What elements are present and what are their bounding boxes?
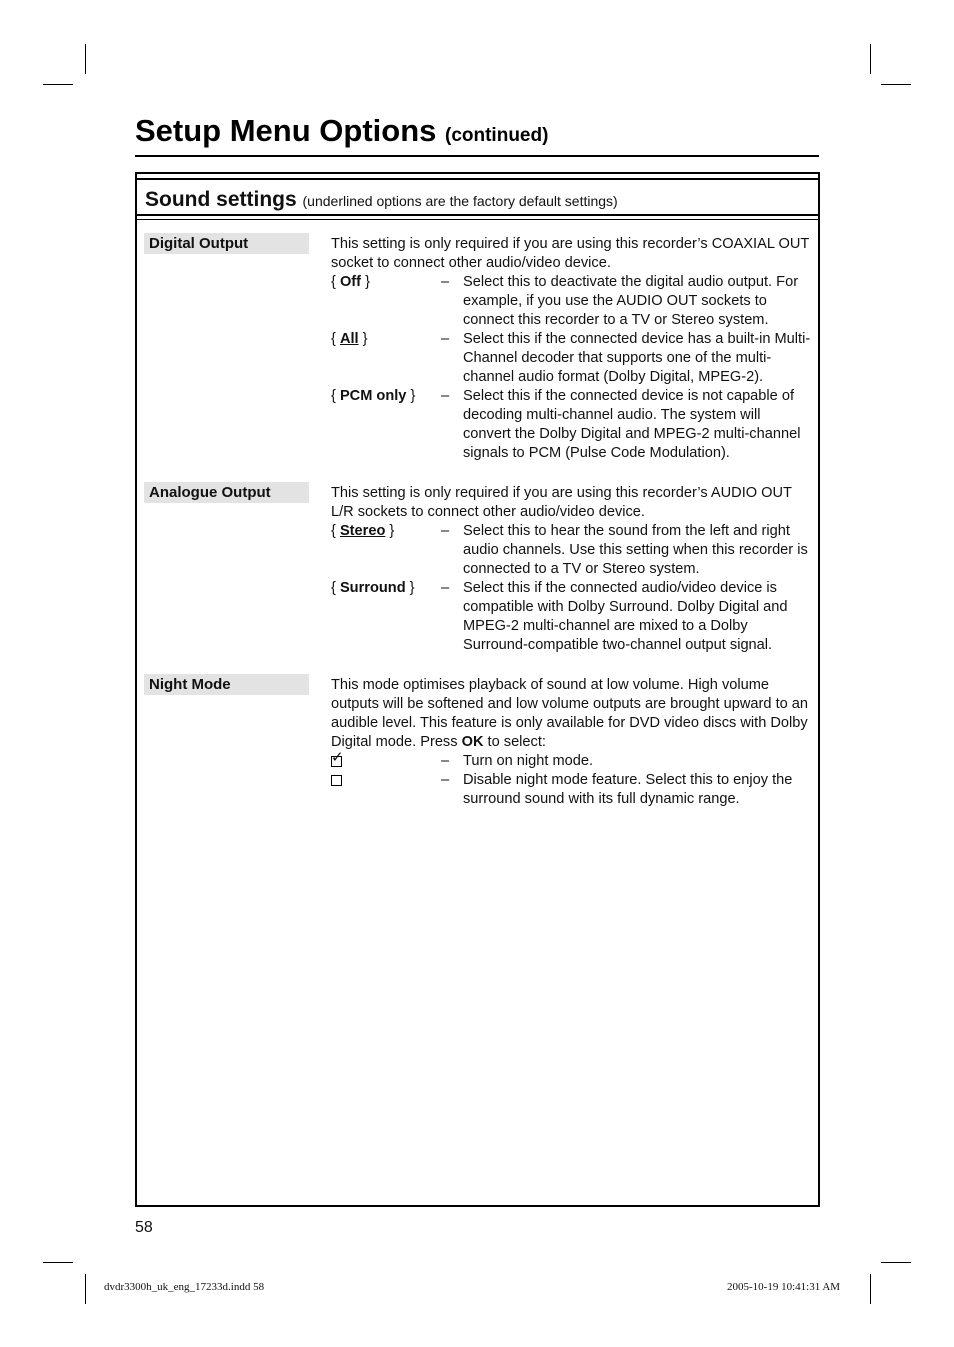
option-description: Select this if the connected device is not capable of decoding multi-channel audio. The system will convert the Dolby Digital and MPEG-2 multi-channel signals to PCM (Pulse Code Modulation). bbox=[463, 388, 801, 461]
option-all-default: All bbox=[339, 331, 359, 347]
setting-label-analogue-output: Analogue Output bbox=[144, 482, 309, 503]
ok-key: OK bbox=[461, 734, 484, 750]
option-icon-cell bbox=[331, 749, 441, 771]
option-name: { All } bbox=[331, 331, 368, 347]
option-stereo-default: Stereo bbox=[339, 523, 386, 539]
empty-box-icon bbox=[331, 775, 342, 786]
option-dash: – bbox=[441, 523, 450, 539]
option-description: Select this to deactivate the digital audio output. For example, if you use the AUDIO OUT sockets to connect this recorder to a TV or Stereo system. bbox=[463, 274, 799, 328]
option-row-night-off bbox=[331, 771, 811, 809]
crop-mark-bottom-right-horizontal bbox=[881, 1262, 911, 1263]
option-description: Turn on night mode. bbox=[463, 753, 594, 769]
option-name: { PCM only } bbox=[331, 388, 416, 404]
crop-mark-top-right-vertical bbox=[870, 44, 871, 74]
option-row-all bbox=[331, 330, 811, 387]
setting-intro: This setting is only required if you are using this recorder’s AUDIO OUT L/R sockets to connect other audio/video device. bbox=[331, 485, 792, 520]
option-name: { Surround } bbox=[331, 580, 415, 596]
footer-file-name: dvdr3300h_uk_eng_17233d.indd 58 bbox=[104, 1281, 265, 1293]
option-dash: – bbox=[441, 772, 450, 788]
option-row-surround bbox=[331, 579, 811, 655]
option-dash: – bbox=[441, 388, 450, 404]
page-title-text: Setup Menu Options bbox=[135, 113, 437, 148]
header-divider bbox=[137, 219, 818, 220]
footer-date-time: 2005-10-19 10:41:31 AM bbox=[727, 1281, 841, 1293]
option-description: Select this if the connected device has a built-in Multi-Channel decoder that supports one of the multi-channel audio format (Dolby Digital, MPEG-2). bbox=[463, 331, 811, 385]
crop-mark-top-left-horizontal bbox=[43, 84, 73, 85]
setting-label-night-mode: Night Mode bbox=[144, 674, 309, 695]
setting-desc-analogue-output bbox=[331, 484, 811, 655]
option-name: { Stereo } bbox=[331, 523, 395, 539]
option-dash: – bbox=[441, 331, 450, 347]
page-title bbox=[135, 113, 548, 149]
option-row-stereo bbox=[331, 522, 811, 579]
section-header bbox=[137, 178, 818, 216]
section-note: (underlined options are the factory default settings) bbox=[302, 193, 618, 209]
section-title bbox=[145, 188, 618, 212]
option-dash: – bbox=[441, 580, 450, 596]
option-pcm-only: PCM only bbox=[339, 388, 407, 404]
option-description: Disable night mode feature. Select this to enjoy the surround sound with its full dynamic range. bbox=[463, 772, 793, 807]
intro-text-end: to select: bbox=[487, 734, 546, 750]
crop-mark-bottom-right-vertical bbox=[870, 1274, 871, 1304]
setting-desc-digital-output bbox=[331, 235, 811, 463]
intro-text: This mode optimises playback of sound at low volume. High volume outputs will be softened and low volume outputs are brought upward to an audible level. This feature is only available for DVD video discs with Dolby Digital mode. Press bbox=[331, 677, 809, 750]
section-title-text: Sound settings bbox=[145, 188, 297, 211]
crop-mark-bottom-left-vertical bbox=[85, 1274, 86, 1304]
option-description: Select this if the connected audio/video device is compatible with Dolby Surround. Dolby Digital and MPEG-2 multi-channel are mixed to a Dolby Surround-compatible two-channel output signal. bbox=[463, 580, 788, 653]
option-icon-cell bbox=[331, 771, 441, 809]
page-title-suffix: (continued) bbox=[445, 125, 549, 146]
title-rule bbox=[135, 155, 819, 157]
option-dash: – bbox=[441, 753, 450, 769]
sound-settings-panel bbox=[135, 172, 820, 1207]
option-dash: – bbox=[441, 274, 450, 290]
page-number: 58 bbox=[135, 1219, 153, 1236]
setting-intro bbox=[331, 676, 811, 752]
option-name: { Off } bbox=[331, 274, 370, 290]
crop-mark-bottom-left-horizontal bbox=[43, 1262, 73, 1263]
option-description: Select this to hear the sound from the left and right audio channels. Use this setting when this recorder is connected to a TV or Stereo system. bbox=[463, 523, 808, 577]
crop-mark-top-left-vertical bbox=[85, 44, 86, 74]
option-off: Off bbox=[339, 274, 362, 290]
option-row-pcm-only bbox=[331, 387, 811, 463]
option-surround: Surround bbox=[339, 580, 406, 596]
crop-mark-top-right-horizontal bbox=[881, 84, 911, 85]
checked-box-icon: ✓ bbox=[331, 749, 344, 766]
setting-label-digital-output: Digital Output bbox=[144, 233, 309, 254]
option-row-night-on bbox=[331, 749, 811, 771]
setting-intro: This setting is only required if you are using this recorder’s COAXIAL OUT socket to connect other audio/video device. bbox=[331, 236, 810, 271]
setting-desc-night-mode bbox=[331, 676, 811, 809]
option-row-off bbox=[331, 273, 811, 330]
